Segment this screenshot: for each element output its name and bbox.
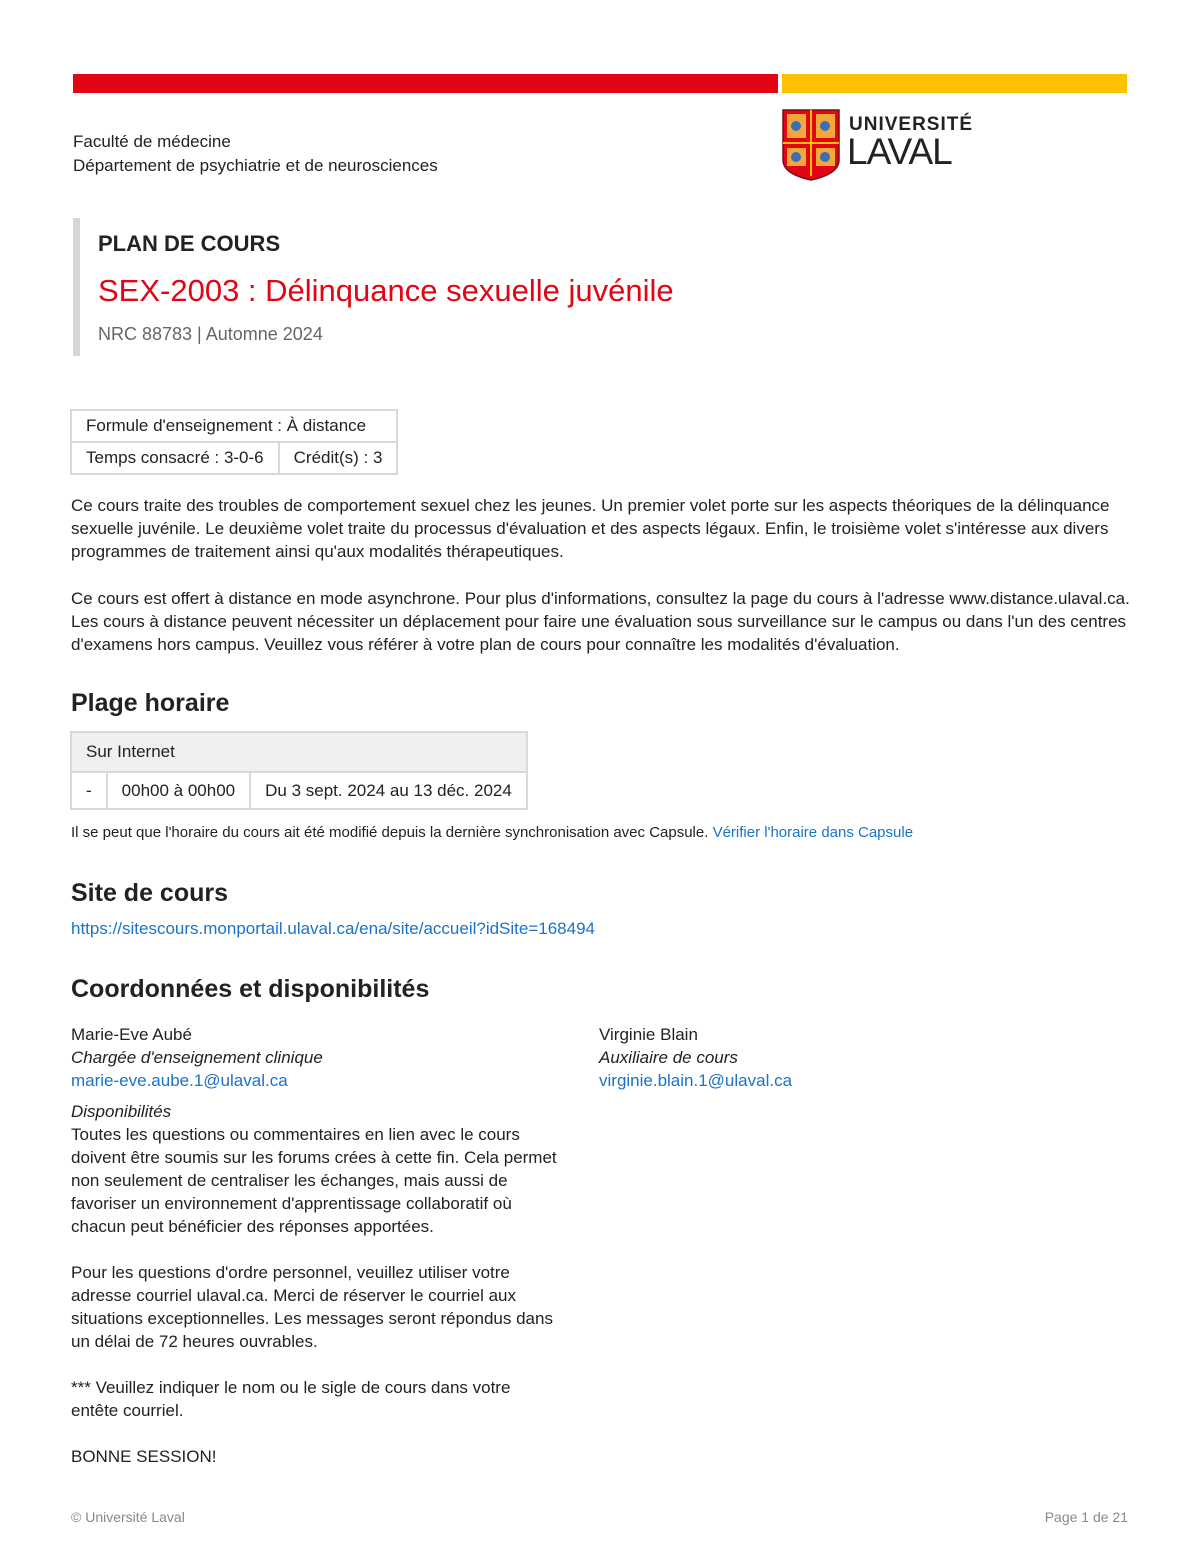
footer-page-number: Page 1 de 21 xyxy=(1044,1509,1128,1525)
schedule-heading: Plage horaire xyxy=(71,689,230,717)
credits-cell: Crédit(s) : 3 xyxy=(279,442,398,474)
description-paragraph-1: Ce cours traite des troubles de comportement sexuel chez les jeunes. Un premier volet porte sur les aspects théoriques de la délinquance sexuelle juvénile. Le deuxième volet traite du processus d'évaluation et des aspects légaux. Enfin, le troisième volet s'intéresse aux divers programmes de traitement ainsi qu'aux modalités thérapeutiques. xyxy=(71,496,1110,561)
faculty-name: Faculté de médecine xyxy=(73,132,231,151)
course-info-table xyxy=(70,409,398,475)
schedule-note-text: Il se peut que l'horaire du cours ait été modifié depuis la dernière synchronisation avec Capsule. xyxy=(71,824,709,841)
verify-schedule-link[interactable]: Vérifier l'horaire dans Capsule xyxy=(712,824,914,841)
contact-card xyxy=(599,1023,792,1092)
contact-role: Chargée d'enseignement clinique xyxy=(71,1048,323,1067)
course-site-link[interactable]: https://sitescours.monportail.ulaval.ca/ena/site/accueil?idSite=168494 xyxy=(71,919,596,938)
contact-role: Auxiliaire de cours xyxy=(599,1048,738,1067)
availability-paragraph: Toutes les questions ou commentaires en lien avec le cours doivent être soumis sur les forums crées à cette fin. Cela permet non seulement de centraliser les échanges, mais aussi de favoriser un environnement d'apprentissage collaboratif où chacun peut bénéficier des réponses apportées. xyxy=(71,1125,557,1236)
table-row xyxy=(71,772,527,809)
universite-laval-logo xyxy=(781,108,974,182)
logo-text-laval: LAVAL xyxy=(847,131,952,172)
table-row xyxy=(71,442,397,474)
course-title-block xyxy=(73,218,780,356)
schedule-note xyxy=(71,824,913,841)
availability-section xyxy=(71,1100,561,1491)
contact-email-link[interactable]: marie-eve.aube.1@ulaval.ca xyxy=(71,1071,288,1090)
header-yellow-bar xyxy=(782,74,1127,93)
contact-name: Marie-Eve Aubé xyxy=(71,1025,192,1044)
header-red-bar xyxy=(73,74,778,93)
availability-label: Disponibilités xyxy=(71,1102,172,1121)
availability-paragraph: Pour les questions d'ordre personnel, veuillez utiliser votre adresse courriel ulaval.ca. Merci de réserver le courriel aux situations exceptionnelles. Les messages seront répondus dans un délai de 72 heures ouvrables. xyxy=(71,1263,553,1351)
schedule-dates-cell: Du 3 sept. 2024 au 13 déc. 2024 xyxy=(250,772,527,809)
department-name: Département de psychiatrie et de neurosciences xyxy=(73,156,438,175)
contact-name: Virginie Blain xyxy=(599,1025,698,1044)
formule-cell: Formule d'enseignement : À distance xyxy=(71,410,397,442)
course-meta: NRC 88783 | Automne 2024 xyxy=(98,324,323,344)
contacts-heading: Coordonnées et disponibilités xyxy=(71,975,430,1003)
table-row xyxy=(71,410,397,442)
crest-icon xyxy=(781,108,841,182)
schedule-table xyxy=(70,731,528,810)
schedule-day-cell: - xyxy=(71,772,107,809)
plan-label: PLAN DE COURS xyxy=(98,231,281,256)
schedule-header-cell: Sur Internet xyxy=(71,732,527,772)
table-row xyxy=(71,732,527,772)
course-title: SEX-2003 : Délinquance sexuelle juvénile xyxy=(98,273,674,308)
site-heading: Site de cours xyxy=(71,879,228,907)
availability-paragraph: *** Veuillez indiquer le nom ou le sigle de cours dans votre entête courriel. xyxy=(71,1378,511,1420)
footer-copyright: © Université Laval xyxy=(71,1509,185,1525)
availability-paragraph: BONNE SESSION! xyxy=(71,1447,217,1466)
description-paragraph-2: Ce cours est offert à distance en mode asynchrone. Pour plus d'informations, consultez la page du cours à l'adresse www.distance.ulaval.ca. Les cours à distance peuvent nécessiter un déplacement pour faire une évaluation sous surveillance sur le campus ou dans l'un des centres d'examens hors campus. Veuillez vous référer à votre plan de cours pour connaître les modalités d'évaluation. xyxy=(71,589,1130,654)
faculty-block xyxy=(73,130,438,178)
temps-cell: Temps consacré : 3-0-6 xyxy=(71,442,279,474)
schedule-hours-cell: 00h00 à 00h00 xyxy=(107,772,250,809)
logo-text-universite: UNIVERSITÉ xyxy=(849,114,974,135)
contact-card xyxy=(71,1023,323,1092)
contact-email-link[interactable]: virginie.blain.1@ulaval.ca xyxy=(599,1071,793,1090)
